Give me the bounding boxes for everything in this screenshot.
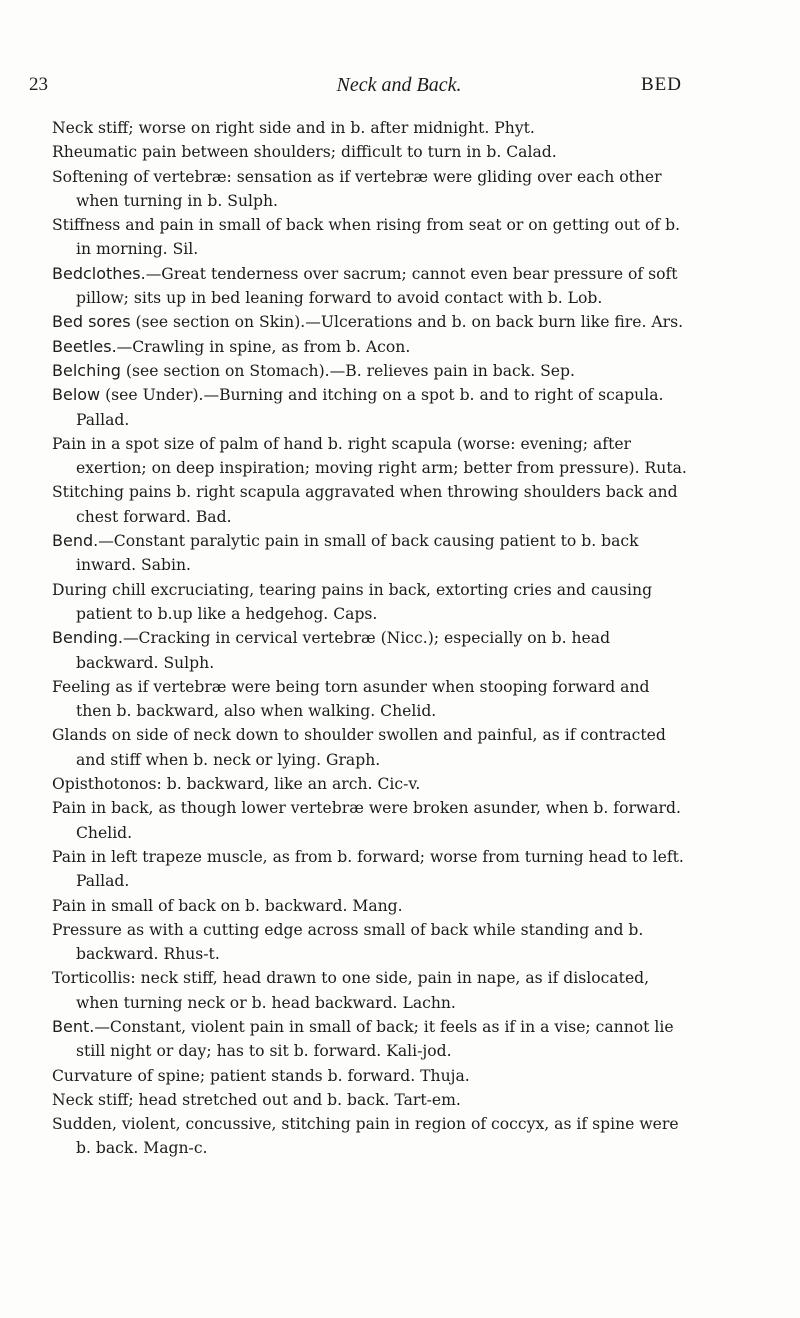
list-item: Feeling as if vertebræ were being torn asunder when stooping forward and then b. backward, also when walking. Chelid. xyxy=(52,677,650,721)
list-item: Pain in left trapeze muscle, as from b. forward; worse from turning head to left. Pallad. xyxy=(52,847,684,891)
list-item: Glands on side of neck down to shoulder swollen and painful, as if contracted and stiff when b. neck or lying. Graph. xyxy=(52,726,666,769)
entry-heading: Beetles. xyxy=(52,336,117,356)
entry-belching: Belching (see section on Stomach).—B. relieves pain in back. Sep. xyxy=(52,360,575,380)
list-item: Stiffness and pain in small of back when rising from seat or on getting out of b. in morning. Sil. xyxy=(52,216,681,259)
entry-below: Below (see Under).—Burning and itching on a spot b. and to right of scapula. Pallad. xyxy=(52,385,664,429)
list-item: Torticollis: neck stiff, head drawn to one side, pain in nape, as if dislocated, when turning neck or b. head backward. Lachn. xyxy=(52,969,650,1012)
entry-heading: Bed sores xyxy=(52,312,131,332)
entry-heading: Bending. xyxy=(52,628,123,648)
list-item: Opisthotonos: b. backward, like an arch. Cic-v. xyxy=(52,775,421,794)
entry-beetles: Beetles.—Crawling in spine, as from b. Acon. xyxy=(52,336,411,356)
list-item: Neck stiff; head stretched out and b. back. Tart-em. xyxy=(52,1090,461,1109)
entries-list xyxy=(52,116,688,1161)
list-item: Rheumatic pain between shoulders; difficult to turn in b. Calad. xyxy=(52,143,557,162)
running-header xyxy=(0,74,800,104)
list-item: Pain in a spot size of palm of hand b. right scapula (worse: evening; after exertion; on deep inspiration; moving right arm; better from pressure). Ruta. xyxy=(52,434,687,478)
list-item: Sudden, violent, concussive, stitching pain in region of coccyx, as if spine were b. back. Magn-c. xyxy=(52,1115,679,1158)
entry-heading: Bedclothes. xyxy=(52,263,146,283)
list-item: Softening of vertebræ: sensation as if vertebræ were gliding over each other when turning in b. Sulph. xyxy=(52,167,662,210)
running-title: Neck and Back. xyxy=(336,74,462,96)
entry-bedclothes: Bedclothes.—Great tenderness over sacrum; cannot even bear pressure of soft pillow; sits up in bed leaning forward to avoid contact with b. Lob. xyxy=(52,263,678,308)
entry-heading: Bent. xyxy=(52,1016,95,1036)
page-number: 23 xyxy=(29,74,48,95)
entry-bent: Bent.—Constant, violent pain in small of back; it feels as if in a vise; cannot lie still night or day; has to sit b. forward. Kali-jod. xyxy=(52,1016,674,1061)
entry-heading: Bend. xyxy=(52,531,99,551)
entry-bend: Bend.—Constant paralytic pain in small of back causing patient to b. back inward. Sabin. xyxy=(52,531,639,575)
list-item: Pain in back, as though lower vertebræ were broken asunder, when b. forward. Chelid. xyxy=(52,799,681,842)
list-item: Neck stiff; worse on right side and in b. after midnight. Phyt. xyxy=(52,119,535,137)
entry-bed-sores: Bed sores (see section on Skin).—Ulcerations and b. on back burn like fire. Ars. xyxy=(52,312,684,332)
entry-heading: Belching xyxy=(52,360,121,380)
list-item: During chill excruciating, tearing pains in back, extorting cries and causing patient to b.up like a hedgehog. Caps. xyxy=(52,580,653,623)
header-key-word: BED xyxy=(641,74,682,95)
list-item: Curvature of spine; patient stands b. forward. Thuja. xyxy=(52,1066,470,1085)
list-item: Pressure as with a cutting edge across small of back while standing and b. backward. Rhus-t. xyxy=(52,920,644,964)
entry-bending: Bending.—Cracking in cervical vertebræ (Nicc.); especially on b. head backward. Sulph. xyxy=(52,628,611,672)
list-item: Stitching pains b. right scapula aggravated when throwing shoulders back and chest forward. Bad. xyxy=(52,483,678,526)
entry-heading: Below xyxy=(52,385,101,405)
list-item: Pain in small of back on b. backward. Mang. xyxy=(52,896,403,915)
